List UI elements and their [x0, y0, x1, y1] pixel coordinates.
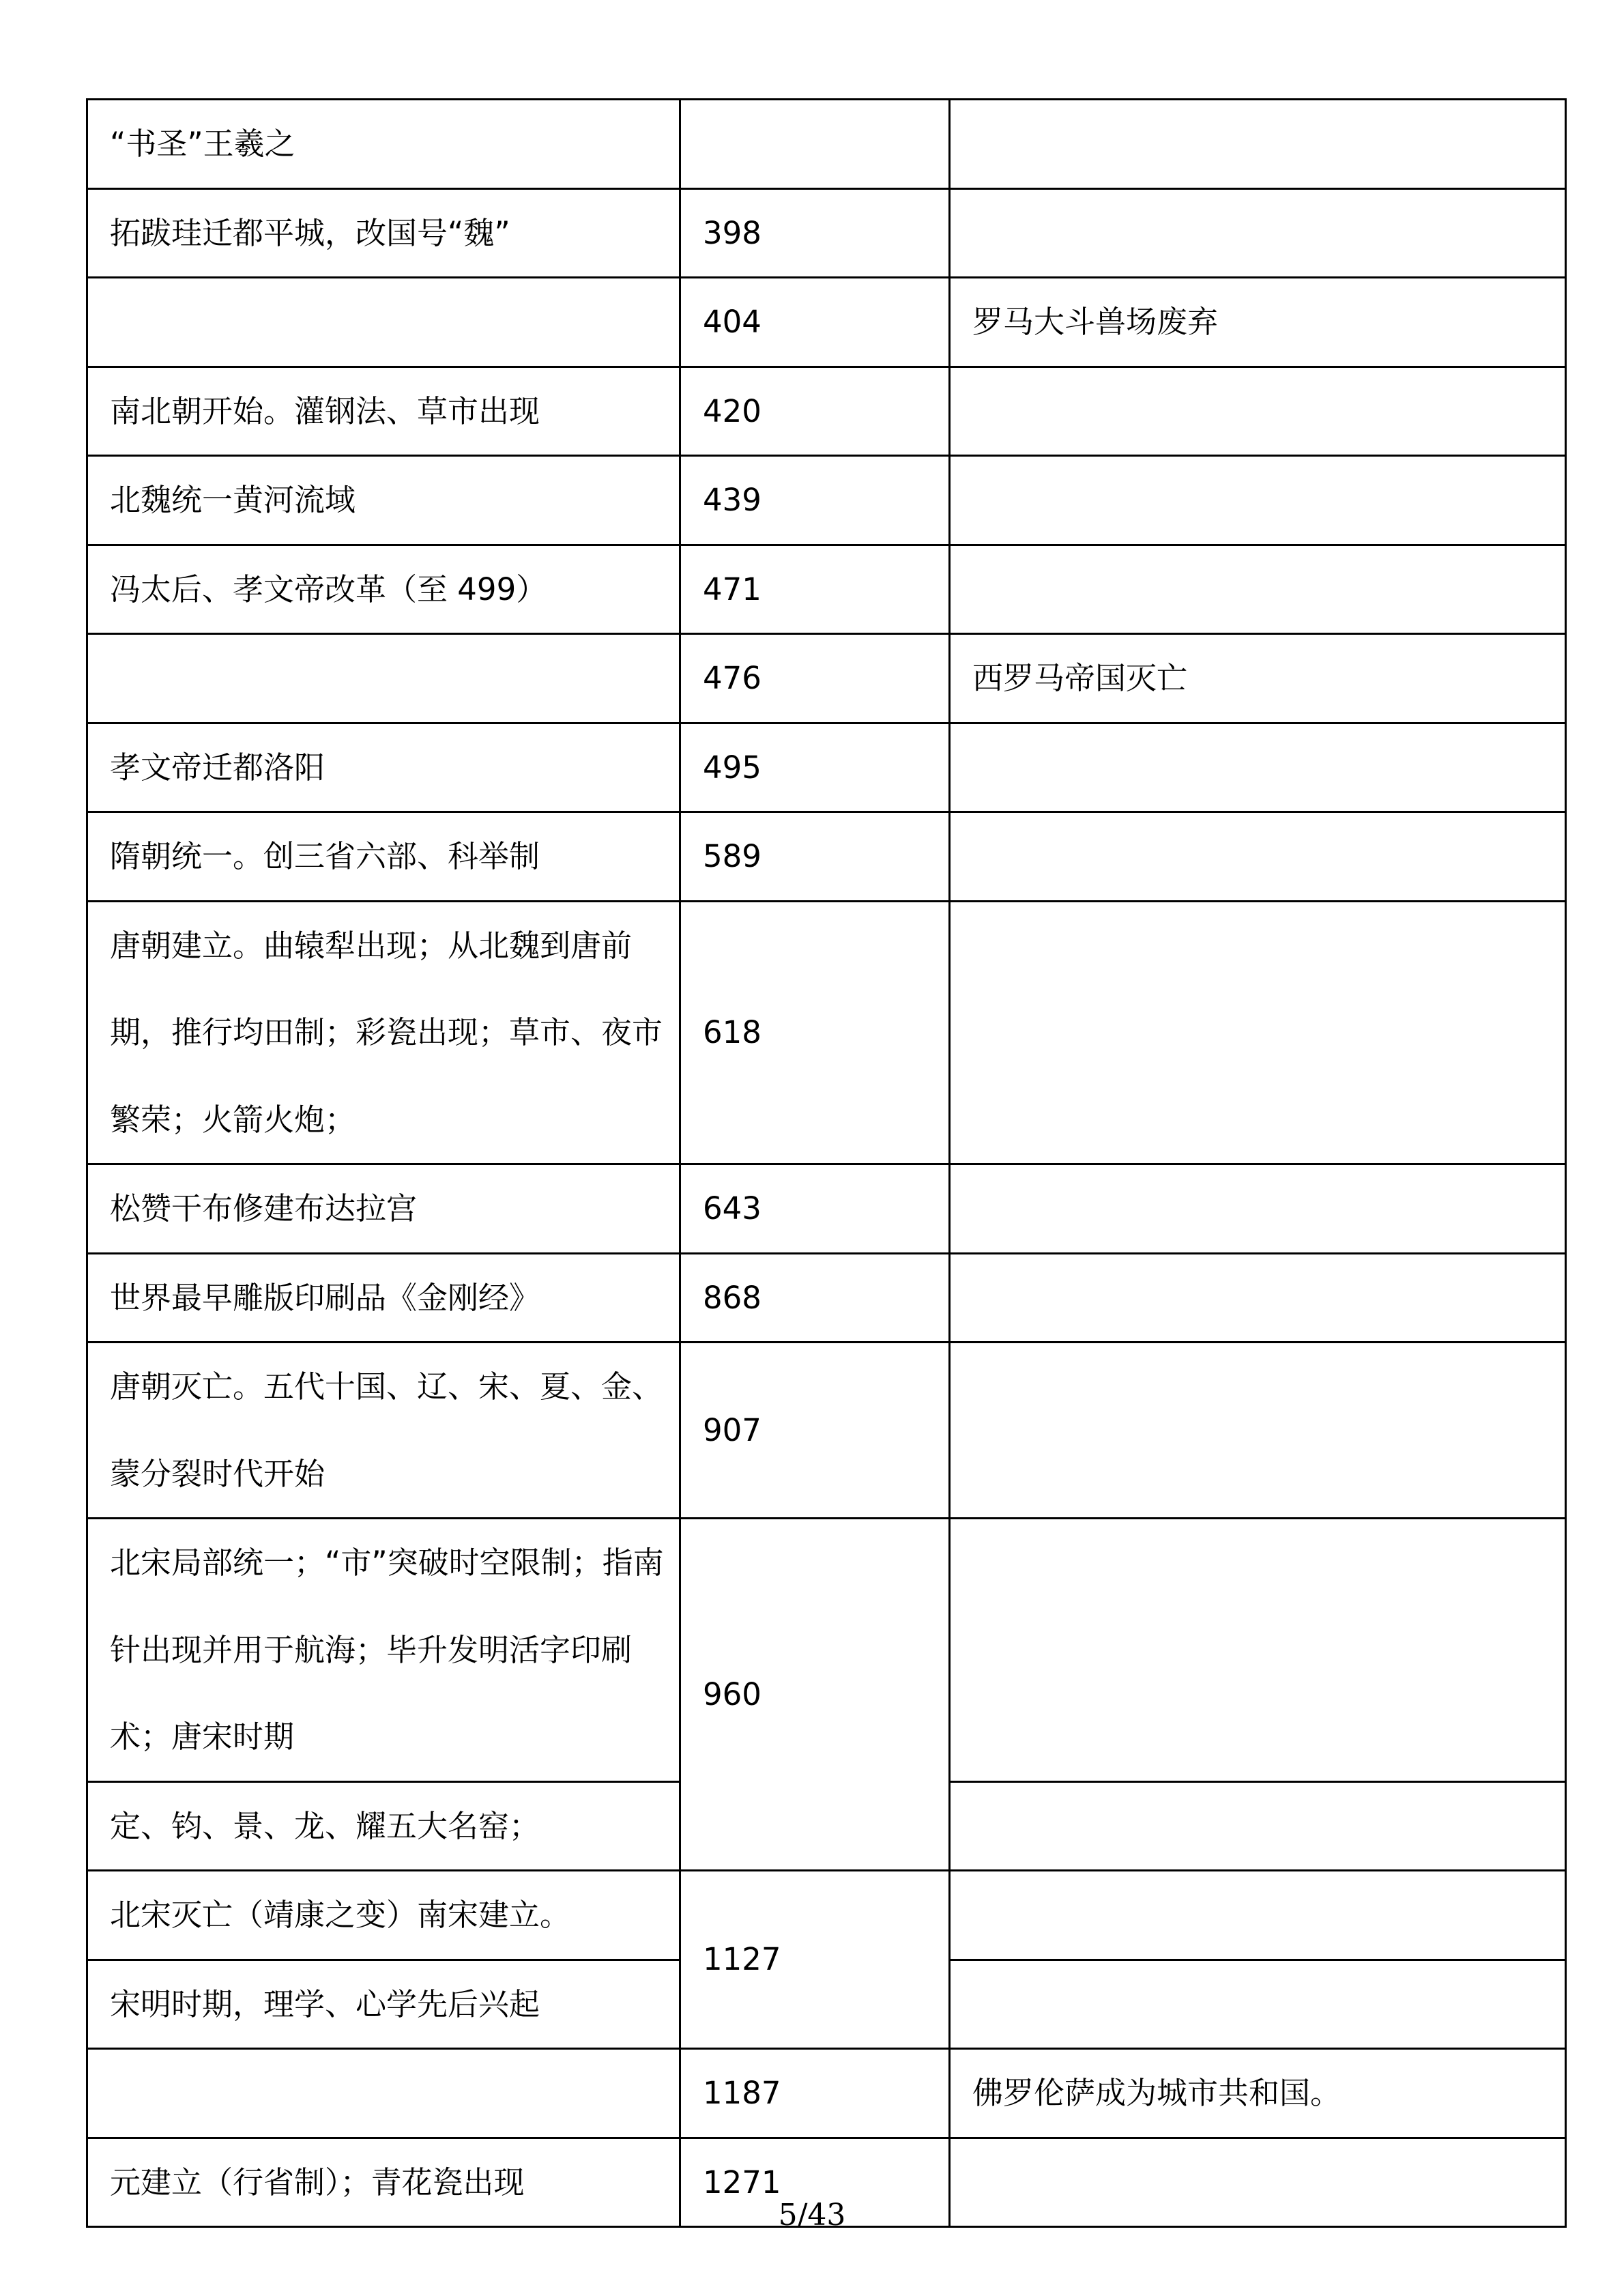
- event-cell: 北宋灭亡（靖康之变）南宋建立。: [87, 1871, 680, 1960]
- event-cell: 南北朝开始。灌钢法、草市出现: [87, 367, 680, 456]
- year-cell: 589: [680, 812, 950, 902]
- event-cell: [87, 278, 680, 367]
- world-event-cell: 佛罗伦萨成为城市共和国。: [950, 2049, 1566, 2138]
- event-cell: 松赞干布修建布达拉宫: [87, 1164, 680, 1254]
- world-event-cell: 罗马大斗兽场废弃: [950, 278, 1566, 367]
- world-event-cell: [950, 1343, 1566, 1519]
- event-cell: [87, 2049, 680, 2138]
- year-cell: 398: [680, 188, 950, 278]
- year-cell: 960: [680, 1519, 950, 1871]
- year-cell: 1187: [680, 2049, 950, 2138]
- world-event-cell: [950, 1253, 1566, 1343]
- table-row: [87, 367, 1566, 456]
- table-row: [87, 1871, 1566, 1960]
- table-row: [87, 1343, 1566, 1519]
- table-row: [87, 2049, 1566, 2138]
- year-cell: 420: [680, 367, 950, 456]
- world-event-cell: [950, 456, 1566, 545]
- table-row: [87, 634, 1566, 723]
- event-cell: 隋朝统一。创三省六部、科举制: [87, 812, 680, 902]
- event-cell: 唐朝建立。曲辕犁出现；从北魏到唐前期，推行均田制；彩瓷出现；草市、夜市繁荣；火箭火炮；: [87, 901, 680, 1164]
- year-cell: 618: [680, 901, 950, 1164]
- timeline-table: [86, 98, 1567, 2228]
- table-row: [87, 545, 1566, 634]
- year-cell: 471: [680, 545, 950, 634]
- event-cell: 宋明时期，理学、心学先后兴起: [87, 1960, 680, 2049]
- world-event-cell: [950, 188, 1566, 278]
- year-cell: 439: [680, 456, 950, 545]
- event-cell: 定、钧、景、龙、耀五大名窑；: [87, 1781, 680, 1871]
- year-cell: 495: [680, 723, 950, 812]
- table-row: [87, 456, 1566, 545]
- page-number: 5/43: [778, 2198, 846, 2233]
- event-cell: 北魏统一黄河流域: [87, 456, 680, 545]
- world-event-cell: 西罗马帝国灭亡: [950, 634, 1566, 723]
- world-event-cell: [950, 367, 1566, 456]
- world-event-cell: [950, 901, 1566, 1164]
- world-event-cell: [950, 1164, 1566, 1254]
- event-cell: 孝文帝迁都洛阳: [87, 723, 680, 812]
- world-event-cell: [950, 1781, 1566, 1871]
- world-event-cell: [950, 545, 1566, 634]
- event-cell: 北宋局部统一；“市”突破时空限制；指南针出现并用于航海；毕升发明活字印刷术；唐宋时期: [87, 1519, 680, 1782]
- table-row: [87, 812, 1566, 902]
- year-cell: 907: [680, 1343, 950, 1519]
- world-event-cell: [950, 812, 1566, 902]
- table-row: [87, 901, 1566, 1164]
- event-cell: 唐朝灭亡。五代十国、辽、宋、夏、金、蒙分裂时代开始: [87, 1343, 680, 1519]
- event-cell: [87, 634, 680, 723]
- year-cell: [680, 100, 950, 189]
- event-cell: 拓跋珪迁都平城，改国号“魏”: [87, 188, 680, 278]
- table-row: [87, 278, 1566, 367]
- event-cell: 世界最早雕版印刷品《金刚经》: [87, 1253, 680, 1343]
- year-cell: 476: [680, 634, 950, 723]
- event-cell: “书圣”王羲之: [87, 100, 680, 189]
- table-row: [87, 723, 1566, 812]
- year-cell: 404: [680, 278, 950, 367]
- year-cell: 643: [680, 1164, 950, 1254]
- world-event-cell: [950, 723, 1566, 812]
- year-cell: 1127: [680, 1871, 950, 2049]
- year-cell: 1271: [680, 2138, 950, 2227]
- table-row: [87, 1164, 1566, 1254]
- event-cell: 冯太后、孝文帝改革（至 499）: [87, 545, 680, 634]
- world-event-cell: [950, 1960, 1566, 2049]
- world-event-cell: [950, 100, 1566, 189]
- table-row: [87, 1519, 1566, 1782]
- event-cell: 元建立（行省制）；青花瓷出现: [87, 2138, 680, 2227]
- world-event-cell: [950, 1871, 1566, 1960]
- table-row: [87, 1253, 1566, 1343]
- table-row: [87, 188, 1566, 278]
- world-event-cell: [950, 1519, 1566, 1782]
- year-cell: 868: [680, 1253, 950, 1343]
- table-row: [87, 100, 1566, 189]
